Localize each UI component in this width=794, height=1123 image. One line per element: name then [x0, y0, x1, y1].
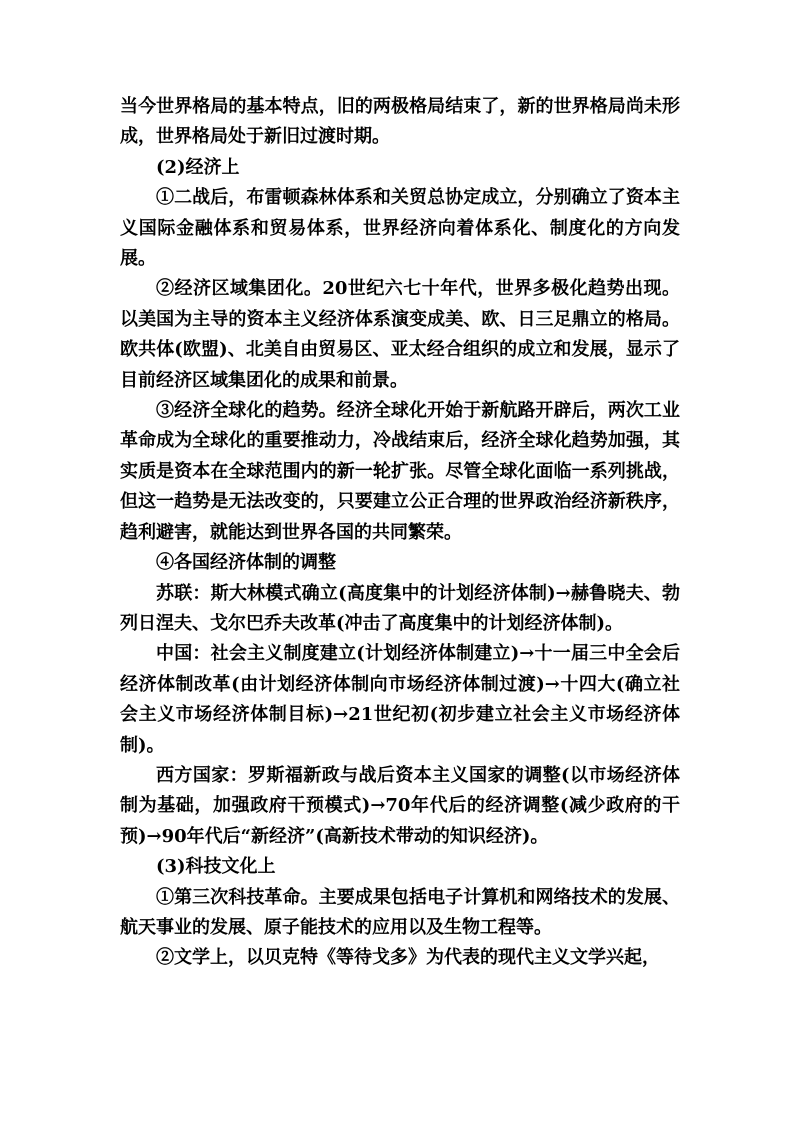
paragraph-world-pattern: 当今世界格局的基本特点，旧的两极格局结束了，新的世界格局尚未形成，世界格局处于新旧过渡时期。	[120, 96, 680, 148]
paragraph-china: 中国：社会主义制度建立(计划经济体制建立)→十一届三中全会后经济体制改革(由计划经济体制向市场经济体制过渡)→十四大(确立社会主义市场经济体制目标)→21世纪初(初步建立社会主义市场经济体制)。	[120, 643, 680, 756]
paragraph-third-tech-revolution: ①第三次科技革命。主要成果包括电子计算机和网络技术的发展、航天事业的发展、原子能技术的应用以及生物工程等。	[120, 886, 680, 938]
paragraph-bretton-woods: ①二战后，布雷顿森林体系和关贸总协定成立，分别确立了资本主义国际金融体系和贸易体系，世界经济向着体系化、制度化的方向发展。	[120, 187, 680, 270]
paragraph-western-countries: 西方国家：罗斯福新政与战后资本主义国家的调整(以市场经济体制为基础，加强政府干预模式)→70年代后的经济调整(减少政府的干预)→90年代后“新经济”(高新技术带动的知识经济)。	[120, 764, 680, 847]
heading-science-culture: (3)科技文化上	[156, 856, 276, 878]
heading-economy: (2)经济上	[156, 156, 240, 178]
paragraph-regional-integration: ②经济区域集团化。20世纪六七十年代，世界多极化趋势出现。以美国为主导的资本主义经济体系演变成美、欧、日三足鼎立的格局。欧共体(欧盟)、北美自由贸易区、亚太经合组织的成立和发展，显示了目前经济区域集团化的成果和前景。	[120, 278, 680, 391]
paragraph-globalization: ③经济全球化的趋势。经济全球化开始于新航路开辟后，两次工业革命成为全球化的重要推动力，冷战结束后，经济全球化趋势加强，其实质是资本在全球范围内的新一轮扩张。尽管全球化面临一系列挑战，但这一趋势是无法改变的，只要建立公正合理的世界政治经济新秩序，趋利避害，就能达到世界各国的共同繁荣。	[120, 400, 680, 543]
heading-economic-system-adjustment: ④各国经济体制的调整	[156, 552, 336, 574]
paragraph-soviet-union: 苏联：斯大林模式确立(高度集中的计划经济体制)→赫鲁晓夫、勃列日涅夫、戈尔巴乔夫改革(冲击了高度集中的计划经济体制)。	[120, 582, 680, 634]
paragraph-literature: ②文学上，以贝克特《等待戈多》为代表的现代主义文学兴起，	[156, 947, 660, 969]
document-body	[120, 92, 680, 974]
